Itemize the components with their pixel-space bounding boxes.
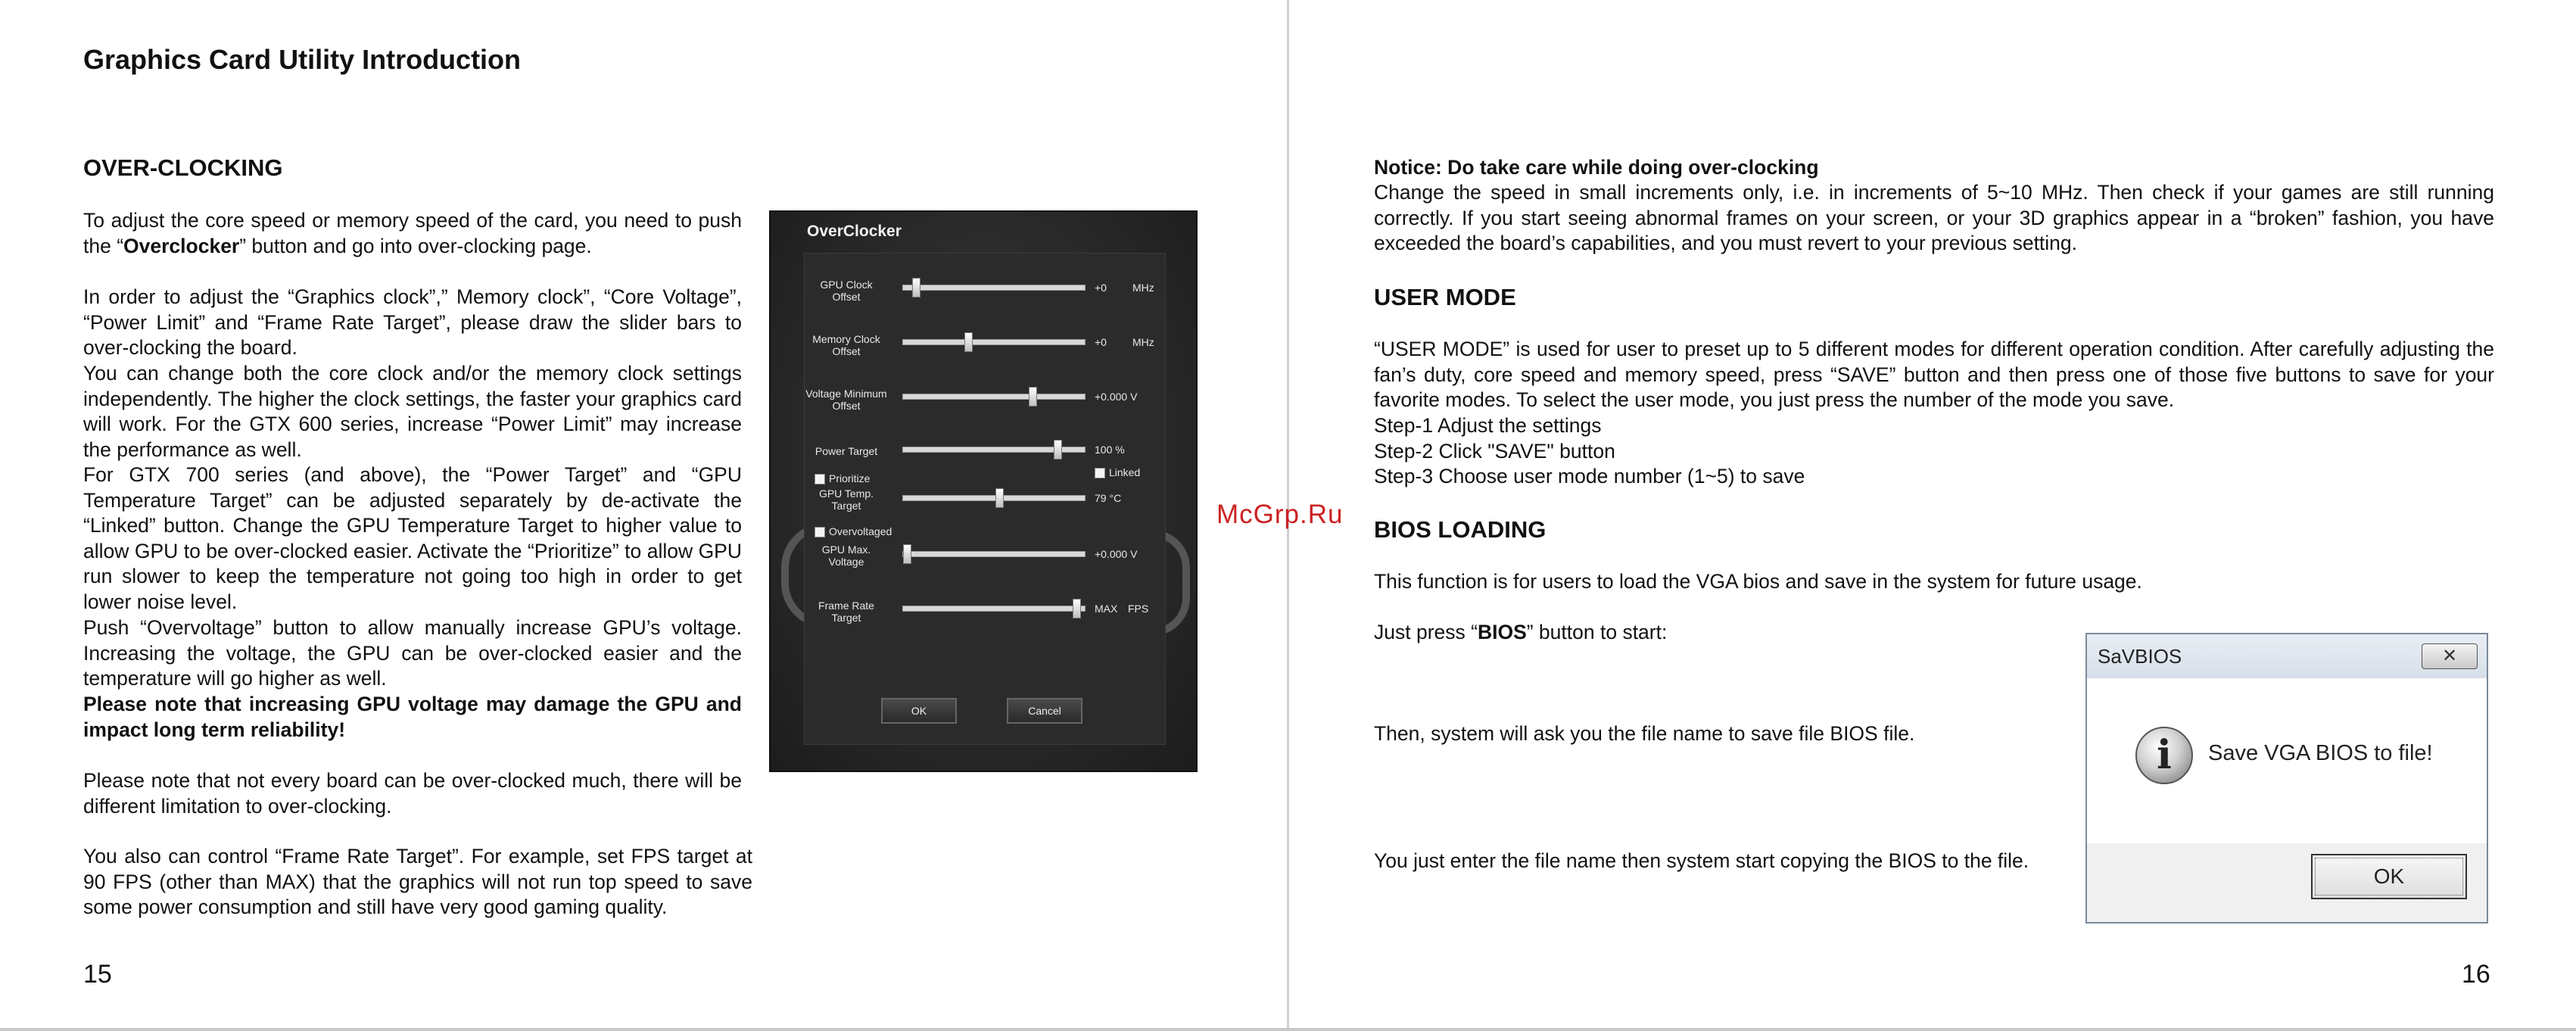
user-mode-paragraph: “USER MODE” is used for user to preset up to 5 different modes for different operation condition. After carefully adjusting the fan’s duty, core speed and memory speed, press “SAVE” button and then press one of those five buttons to save for your favorite modes. To select the user mode, you just press the number of the mode you save.: [1374, 338, 2494, 412]
slider-value: +0: [1095, 336, 1107, 348]
slider-track[interactable]: [902, 495, 1086, 501]
overclocker-cancel-button[interactable]: Cancel: [1007, 698, 1082, 724]
watermark: McGrp.Ru: [1216, 500, 1344, 529]
overclocker-window: [769, 210, 1198, 772]
slider-track[interactable]: [902, 339, 1086, 345]
step-2: Step-2 Click "SAVE" button: [1374, 440, 1615, 463]
slider-track[interactable]: [902, 551, 1086, 557]
checkbox-box[interactable]: [815, 474, 825, 484]
slider-thumb[interactable]: [1054, 440, 1062, 459]
bios-keyword: BIOS: [1477, 621, 1527, 643]
slider-value: 79 °C: [1095, 492, 1122, 504]
dialog-ok-button[interactable]: OK: [2311, 854, 2467, 899]
bios-press-instruction: [1374, 620, 1667, 646]
slider-thumb[interactable]: [964, 332, 973, 352]
user-mode-heading: USER MODE: [1374, 284, 1516, 310]
checkbox-box[interactable]: [1095, 468, 1105, 478]
slider-label: Memory Clock Offset: [812, 333, 880, 357]
overclocking-heading: OVER-CLOCKING: [83, 154, 283, 181]
linked-checkbox[interactable]: Linked: [1095, 466, 1140, 478]
slider-thumb[interactable]: [995, 488, 1004, 508]
slider-unit: MHz: [1132, 336, 1154, 348]
bios-loading-heading: BIOS LOADING: [1374, 516, 1547, 543]
paragraph-sliders: In order to adjust the “Graphics clock”,” Memory clock”, “Core Voltage”, “Power Limit” and “Frame Rate Target”, please draw the slider bars to over-clocking the board.: [83, 285, 742, 360]
slider-label: GPU Clock Offset: [820, 279, 873, 303]
bottom-rule: [0, 1028, 2576, 1031]
checkbox-box[interactable]: [815, 527, 825, 537]
slider-value: 100 %: [1095, 444, 1125, 456]
slider-row-voltage-min: [771, 385, 1199, 422]
slider-track[interactable]: [902, 394, 1086, 400]
slider-label: Frame Rate Target: [818, 600, 874, 624]
dialog-message: Save VGA BIOS to file!: [2208, 741, 2433, 765]
slider-row-memory-clock: [771, 330, 1199, 368]
slider-thumb[interactable]: [1073, 599, 1081, 618]
slider-label: Voltage Minimum Offset: [805, 388, 887, 412]
prioritize-checkbox[interactable]: Prioritize: [815, 472, 870, 484]
slider-track[interactable]: [902, 606, 1086, 612]
paragraph-overvoltage: Push “Overvoltage” button to allow manually increase GPU’s voltage. Increasing the voltage, the GPU can be over-clocked easier and the temperature will go higher as well.: [83, 616, 742, 690]
page-number-right: 16: [2462, 960, 2490, 989]
slider-label: Power Target: [815, 445, 878, 457]
slider-value: +0.000 V: [1095, 548, 1138, 560]
overclocker-ok-button[interactable]: OK: [881, 698, 957, 724]
bios-file-name-instruction: Then, system will ask you the file name to save file BIOS file.: [1374, 722, 1915, 745]
slider-unit: MHz: [1132, 282, 1154, 294]
slider-thumb[interactable]: [1029, 387, 1037, 406]
text-fragment: ” button and go into over-clocking page.: [239, 234, 592, 257]
slider-track[interactable]: [902, 285, 1086, 291]
paragraph-power-target: For GTX 700 series (and above), the “Power Target” and “GPU Temperature Target” can be adjusted separately by de-activate the “Linked” button. Change the GPU Temperature Target to higher value to allow GPU to be over-clocked easier. Activate the “Prioritize” to allow GPU run slower to keep the temperature not going too high in order to get lower noise level.: [83, 463, 742, 613]
notice-heading: Notice: Do take care while doing over-clocking: [1374, 156, 1819, 179]
slider-value: MAX: [1095, 603, 1118, 615]
slider-value: +0: [1095, 282, 1107, 294]
paragraph-overclocker-intro: [83, 208, 742, 259]
page-number-left: 15: [83, 960, 112, 989]
dialog-title: SaVBIOS: [2098, 645, 2182, 668]
info-icon: i: [2135, 727, 2193, 784]
slider-label: GPU Max. Voltage: [821, 544, 871, 568]
slider-row-gpu-max-voltage: [771, 542, 1199, 580]
slider-thumb[interactable]: [903, 544, 911, 564]
slider-label: GPU Temp. Target: [818, 487, 874, 512]
slider-unit: FPS: [1128, 603, 1149, 615]
text-fragment: To adjust the core speed or memory speed of the card, you need to push the “: [83, 209, 742, 257]
slider-row-frame-rate: [771, 596, 1199, 634]
text-fragment: Just press “: [1374, 621, 1478, 643]
overclocker-title: OverClocker: [807, 223, 902, 240]
paragraph-clock-settings: You can change both the core clock and/or the memory clock settings independently. The higher the clock settings, the faster your graphics card will work. For the GTX 600 series, increase “Power Limit” may increase the performance as well.: [83, 362, 742, 461]
slider-row-gpu-clock: [771, 276, 1199, 313]
step-3: Step-3 Choose user mode number (1~5) to save: [1374, 465, 1805, 487]
page-title: Graphics Card Utility Introduction: [83, 44, 522, 75]
paragraph-frame-rate: You also can control “Frame Rate Target”. For example, set FPS target at 90 FPS (other than MAX) that the graphics will not run top speed to save some power consumption and still have very good gaming quality.: [83, 845, 752, 919]
bios-description: This function is for users to load the VGA bios and save in the system for future usage.: [1374, 570, 2142, 593]
overclocker-keyword: Overclocker: [123, 234, 240, 257]
slider-thumb[interactable]: [912, 278, 920, 297]
savbios-dialog: [2085, 633, 2488, 924]
slider-track[interactable]: [902, 447, 1086, 453]
text-fragment: ” button to start:: [1526, 621, 1668, 643]
notice-paragraph: Change the speed in small increments only, i.e. in increments of 5~10 MHz. Then check if your games are still running correctly. If you start seeing abnormal frames on your screen, or your 3D graphics appear in a “broken” fashion, you have exceeded the board’s capabilities, and you must revert to your previous setting.: [1374, 181, 2494, 255]
bios-copy-instruction: You just enter the file name then system start copying the BIOS to the file.: [1374, 849, 2029, 872]
warning-paragraph: Please note that increasing GPU voltage may damage the GPU and impact long term reliability!: [83, 693, 742, 741]
close-button[interactable]: ✕: [2422, 643, 2478, 669]
paragraph-limitation: Please note that not every board can be over-clocked much, there will be different limitation to over-clocking.: [83, 769, 742, 818]
slider-value: +0.000 V: [1095, 391, 1138, 403]
step-1: Step-1 Adjust the settings: [1374, 414, 1602, 437]
overvoltaged-checkbox[interactable]: Overvoltaged: [815, 525, 892, 537]
slider-row-gpu-temp: [771, 486, 1199, 524]
